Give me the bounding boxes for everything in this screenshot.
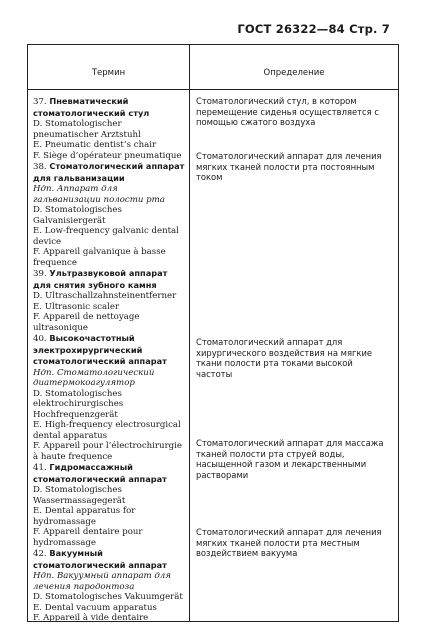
header-term: Термин	[91, 68, 126, 78]
entry-line-en: E. Dental apparatus for hydromassage	[33, 506, 136, 527]
definition-38: Стоматологический аппарат для лечения мягких тканей полости рта постоянным током	[196, 151, 382, 183]
entry-title: Высокочастотный электрохирургический стоматологический аппарат	[33, 333, 167, 366]
entry-number: 39.	[33, 269, 47, 279]
entry-ndp: Ндп. Аппарат для гальванизации полости рта	[33, 184, 165, 205]
entry-line-en: E. High-frequency electrosurgical dental apparatus	[33, 420, 181, 441]
entry-line-fr: F. Appareil pour l’électrochirurgie à haute frequence	[33, 441, 183, 462]
table-header-row	[28, 45, 398, 90]
entry-line-en: E. Low-frequency galvanic dental device	[33, 226, 179, 247]
entry-line-de: D. Ultraschallzahnsteinentferner	[33, 291, 177, 301]
definition-40: Стоматологический аппарат для хирургического воздействия на мягкие ткани полости рта токами высокой частоты	[196, 337, 373, 380]
entry-line-de: D. Stomatologisches elektrochirurgisches Hochfrequenzgerät	[33, 388, 124, 420]
entry-ndp: Ндп. Стоматологический диатермокоагулятор	[33, 367, 155, 388]
entry-37	[33, 96, 185, 161]
header-definition: Определение	[263, 68, 325, 78]
entry-line-de: D. Stomatologisches Wassermassagegerät	[33, 485, 126, 506]
entry-ndp: Ндп. Вакуумный аппарат для лечения пародонтоза	[33, 571, 171, 592]
entry-line-en: E. Ultrasonic scaler	[33, 301, 120, 312]
entry-title: Ультразвуковой аппарат для снятия зубного камня	[33, 268, 168, 290]
entry-number: 41.	[33, 463, 47, 473]
definition-42: Стоматологический аппарат для лечения мягких тканей полости рта местным воздействием вакуума	[196, 527, 382, 559]
entry-line-fr: F. Siège d’opérateur pneumatique	[33, 150, 182, 161]
entry-line-fr: F. Appareil galvanique à basse frequence	[33, 247, 166, 268]
entry-line-en: E. Pneumatic dentist’s chair	[33, 140, 157, 150]
terms-table	[27, 44, 399, 622]
entry-line-fr: F. Appareil dentaire pour hydromassage	[33, 527, 143, 548]
terms-column	[33, 96, 185, 624]
entry-number: 37.	[33, 97, 47, 107]
entry-title: Вакуумный стоматологический аппарат	[33, 548, 167, 570]
entry-line-fr: F. Appareil à vide dentaire	[33, 613, 149, 623]
entry-title: Гидромассажный стоматологический аппарат	[33, 462, 167, 484]
entry-41	[33, 462, 185, 548]
entry-line-en: E. Dental vacuum apparatus	[33, 602, 157, 613]
entry-line-de: D. Stomatologischer pneumatischer Arztstuhl	[33, 119, 141, 140]
definition-37: Стоматологический стул, в котором перемещение сиденья осуществляется с помощью сжатого воздуха	[196, 96, 379, 128]
entry-40	[33, 333, 185, 462]
entry-line-fr: F. Appareil de nettoyage ultrasonique	[33, 312, 140, 333]
entry-title: Стоматологический аппарат для гальванизации	[33, 161, 185, 183]
entry-title: Пневматический стоматологический стул	[33, 96, 150, 118]
page-header: ГОСТ 26322—84 Стр. 7	[237, 22, 390, 36]
entry-number: 40.	[33, 334, 47, 344]
entry-number: 42.	[33, 549, 47, 559]
entry-number: 38.	[33, 162, 47, 172]
entry-38	[33, 161, 185, 268]
entry-42	[33, 548, 185, 624]
entry-line-de: D. Stomatologisches Vakuumgerät	[33, 592, 183, 602]
entry-line-de: D. Stomatologisches Galvanisiergerät	[33, 205, 122, 226]
entry-39	[33, 268, 185, 333]
definition-41: Стоматологический аппарат для массажа тканей полости рта струей воды, насыщенной газом и лекарственными растворами	[196, 438, 384, 481]
column-divider	[189, 45, 190, 621]
